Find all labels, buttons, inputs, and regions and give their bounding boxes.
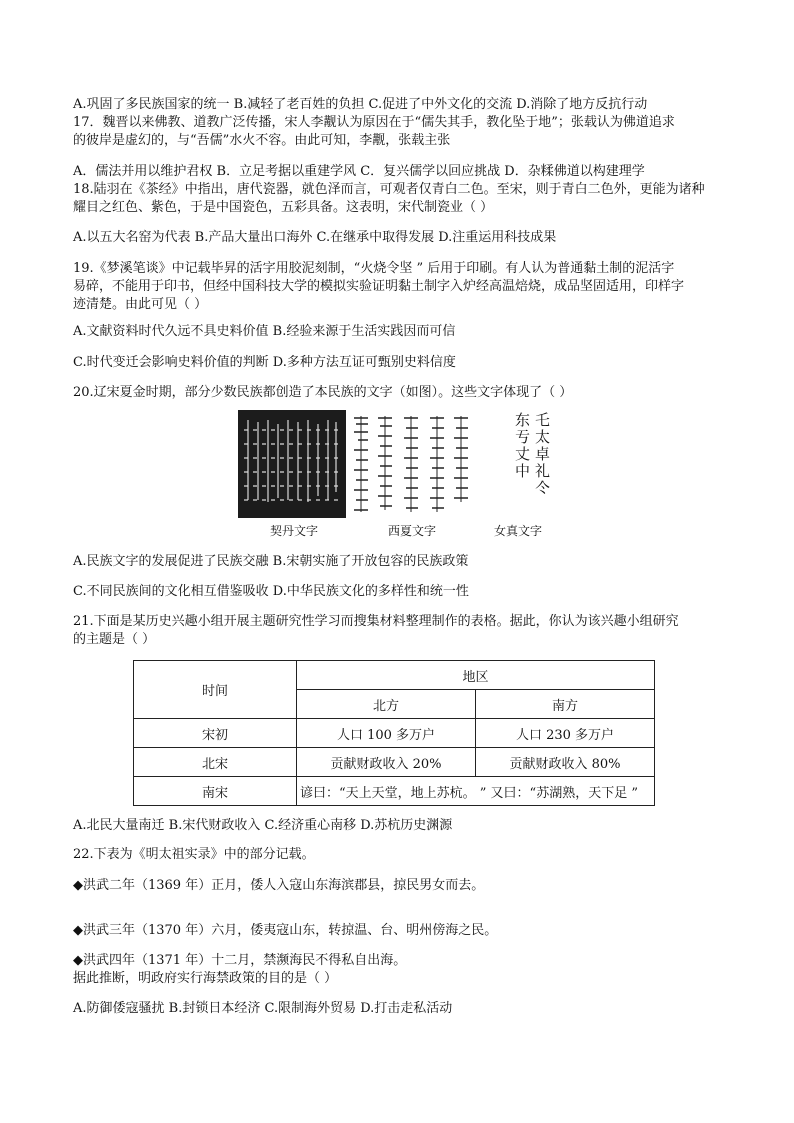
q20-options-cd: C.不同民族间的文化相互借鉴吸收 D.中华民族文化的多样性和统一性 (73, 584, 469, 599)
caption-jurchen: 女真文字 (494, 524, 543, 538)
q21-stem-line1: 21.下面是某历史兴趣小组开展主题研究性学习而搜集材料整理制作的表格。据此，你认为该兴趣小组研究 (73, 614, 679, 629)
data-table (133, 660, 655, 806)
q17-options: A．儒法并用以维护君权 B．立足考据以重建学风 C．复兴儒学以回应挑战 D．杂糅佛道以构建理学 (73, 164, 645, 179)
q20-stem: 20.辽宋夏金时期，部分少数民族都创造了本民族的文字（如图）。这些文字体现了（ ） (73, 385, 573, 400)
header-north: 北方 (297, 690, 476, 719)
q22-options: A.防御倭寇骚扰 B.封锁日本经济 C.限制海外贸易 D.打击走私活动 (73, 1001, 453, 1016)
q17-stem-line2: 的彼岸是虚幻的，与“吾儒”水火不容。由此可知，李觏，张载主张 (73, 133, 451, 148)
q22-record-3: ◆洪武四年（1371 年）十二月，禁濒海民不得私自出海。 (73, 953, 407, 968)
xixia-script-sample (350, 410, 474, 518)
q22-question: 据此推断，明政府实行海禁政策的目的是（ ） (73, 971, 338, 986)
cell-north: 贡献财政收入 20% (297, 748, 476, 777)
table-header-row (134, 661, 655, 690)
q17-stem-line1: 17．魏晋以来佛教、道教广泛传播，宋人李觏认为原因在于“儒失其手，教化坠于地”；张载认为佛道追求 (73, 115, 675, 130)
jurchen-script-sample (480, 410, 556, 518)
scripts-figure (238, 410, 556, 518)
cell-south: 贡献财政收入 80% (476, 748, 655, 777)
q16-options: A.巩固了多民族国家的统一 B.减轻了老百姓的负担 C.促进了中外文化的交流 D.消除了地方反抗行动 (73, 97, 648, 112)
q21-options: A.北民大量南迁 B.宋代财政收入 C.经济重心南移 D.苏杭历史渊源 (73, 818, 453, 833)
q19-stem-line1: 19.《梦溪笔谈》中记载毕昇的活字用胶泥刻制，“火烧令坚 ” 后用于印刷。有人认为普通黏土制的泥活字 (73, 261, 675, 276)
jurchen-chars: 乇太卓礼仒 东亐丈中 (513, 412, 551, 497)
table-row (134, 719, 655, 748)
q19-options-cd: C.时代变迁会影响史料价值的判断 D.多种方法互证可甄别史料信度 (73, 355, 456, 370)
q19-stem-line2: 易碎，不能用于印书，但经中国科技大学的模拟实验证明黏土制字入炉经高温焙烧，成品坚固适用，印样字 (73, 279, 685, 294)
table-row (134, 777, 655, 806)
cell-time: 北宋 (134, 748, 297, 777)
caption-xixia: 西夏文字 (388, 524, 437, 538)
caption-khitan: 契丹文字 (270, 524, 319, 538)
khitan-script-rubbing (238, 410, 346, 518)
cell-proverb: 谚曰：“天上天堂，地上苏杭。 ” 又曰：“苏湖熟，天下足 ” (297, 777, 655, 806)
q18-stem-line1: 18.陆羽在《茶经》中指出，唐代瓷器，就色泽而言，可观者仅青白二色。至宋，则于青白二色外，更能为诸种 (73, 182, 705, 197)
q22-record-2: ◆洪武三年（1370 年）六月，倭夷寇山东，转掠温、台、明州傍海之民。 (73, 923, 498, 938)
q22-stem: 22.下表为《明太祖实录》中的部分记载。 (73, 847, 315, 862)
q22-record-1: ◆洪武二年（1369 年）正月，倭人入寇山东海滨郡县，掠民男女而去。 (73, 878, 485, 893)
q18-stem-line2: 耀目之红色、紫色，于是中国瓷色，五彩具备。这表明，宋代制瓷业（ ） (73, 200, 494, 215)
q18-options: A.以五大名窑为代表 B.产品大量出口海外 C.在继承中取得发展 D.注重运用科技成果 (73, 230, 557, 245)
header-region: 地区 (297, 661, 655, 690)
table-row (134, 748, 655, 777)
q19-options-ab: A.文献资料时代久远不具史料价值 B.经验来源于生活实践因而可信 (73, 324, 456, 339)
header-south: 南方 (476, 690, 655, 719)
cell-time: 宋初 (134, 719, 297, 748)
header-time: 时间 (134, 661, 297, 719)
cell-south: 人口 230 多万户 (476, 719, 655, 748)
q19-stem-line3: 迹清楚。由此可见（ ） (73, 297, 208, 312)
cell-time: 南宋 (134, 777, 297, 806)
q21-stem-line2: 的主题是（ ） (73, 632, 156, 647)
q20-options-ab: A.民族文字的发展促进了民族交融 B.宋朝实施了开放包容的民族政策 (73, 554, 469, 569)
cell-north: 人口 100 多万户 (297, 719, 476, 748)
